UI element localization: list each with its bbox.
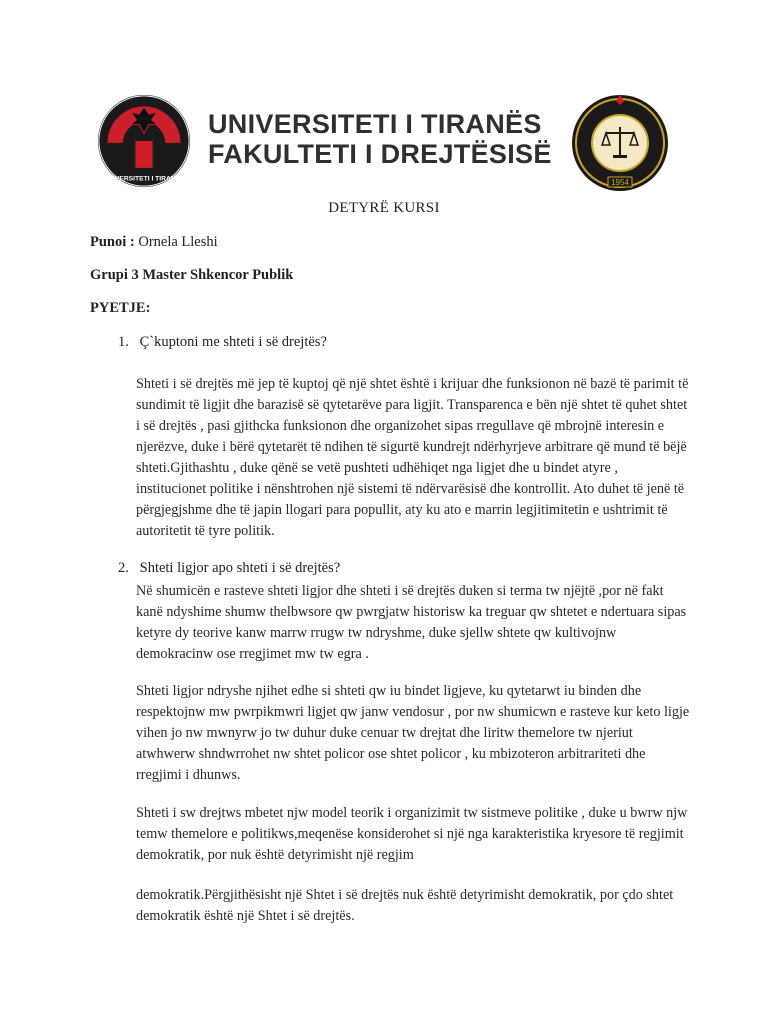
question-2-number: 2. [118, 560, 129, 576]
svg-text:UNIVERSITETI I TIRANËS: UNIVERSITETI I TIRANËS [103, 175, 185, 183]
faculty-seal [570, 93, 670, 193]
answer-2-paragraph-1: Në shumicën e rasteve shteti ligjor dhe shteti i së drejtës duken si terma tw njëjtë ,por në fakt kanë ndyshime shumw thelbwsore qw pwrgjatw historisw ka treguar qw shtetet e ndertuara sipas ketyre dy teorive kanw marrw rrugw tw ndryshme, duke sjellw shtete qw kultivojnw demokracinw ose rregjimet mw tw egra . [136, 583, 687, 662]
university-logo [96, 93, 192, 189]
answer-2-paragraph-2: Shteti ligjor ndryshe njihet edhe si shteti qw iu bindet ligjeve, ku qytetarwt iu binden dhe respektojnw mw pwrpikmwri ligjet qw janw vendosur , por nw shumicwn e rasteve kur keto ligje vihen jo nw mwnyrw jo tw duhur duke cenuar tw drejtat dhe liritw themelore tw njeriut atwhwerw shndwrrohet nw shtet policor ose shtet policor , ku mbizoteron arbitrariteti dhe rregjimi i dhunws. [136, 683, 690, 783]
answer-2-paragraph-4: demokratik.Përgjithësisht një Shtet i së drejtës nuk është detyrimisht demokratik, por çdo shtet demokratik është një Shtet i së drejtës. [136, 887, 674, 924]
question-1 [118, 334, 327, 351]
group-line [90, 267, 293, 284]
questions-heading [90, 300, 150, 317]
author-name: Ornela Lleshi [138, 234, 218, 250]
author-line [90, 234, 218, 251]
university-name: UNIVERSITETI I TIRANËS [208, 109, 542, 139]
seal-year: 1954 [611, 178, 629, 187]
question-2 [118, 560, 340, 577]
institution-name [208, 109, 568, 169]
author-label: Punoi : [90, 234, 135, 250]
question-1-number: 1. [118, 334, 129, 350]
question-2-text: Shteti ligjor apo shteti i së drejtës? [139, 560, 341, 576]
question-1-text: Ç`kuptoni me shteti i së drejtës? [139, 334, 327, 350]
faculty-name: FAKULTETI I DREJTËSISË [208, 139, 552, 169]
answer-1: Shteti i së drejtës më jep të kuptoj që një shtet është i krijuar dhe funksionon në bazë të parimit të sundimit të ligjit dhe barazisë së qytetarëve para ligjit. Transparenca e bën një shtet të quhet shtet i së drejtës , pasi gjithcka funksionon dhe organizohet sipas rregullave që mbrojnë interesin e njerëzve, duke i bërë qytetarët të ndihen të sigurtë kundrejt ndërhyrjeve arbitrare që mund të bëjë shteti.Gjithashtu , duke qënë se vetë pushteti udhëhiqet nga ligjet dhe u bindet atyre , institucionet politike i nënshtrohen një sistemi të ndërvarësisë dhe kontrollit. Ato duhet të jenë të përgjegjshme dhe të japin llogari para popullit, aty ku ato e marrin legjitimitetin e ushtrimit të autoritetit të tyre politik. [136, 376, 689, 539]
answer-2-paragraph-3: Shteti i sw drejtws mbetet njw model teorik i organizimit tw sistmeve politike , duke u bwrw njw temw themelore e politikws,meqenëse konsiderohet si një nga karakteristika kryesore të regjimit demokratik, por nuk është detyrimisht një regjim [136, 805, 688, 863]
questions-label: PYETJE: [90, 300, 151, 316]
document-header [0, 85, 768, 195]
document-title: DETYRË KURSI [328, 200, 440, 216]
group-text: Grupi 3 Master Shkencor Publik [90, 267, 294, 283]
